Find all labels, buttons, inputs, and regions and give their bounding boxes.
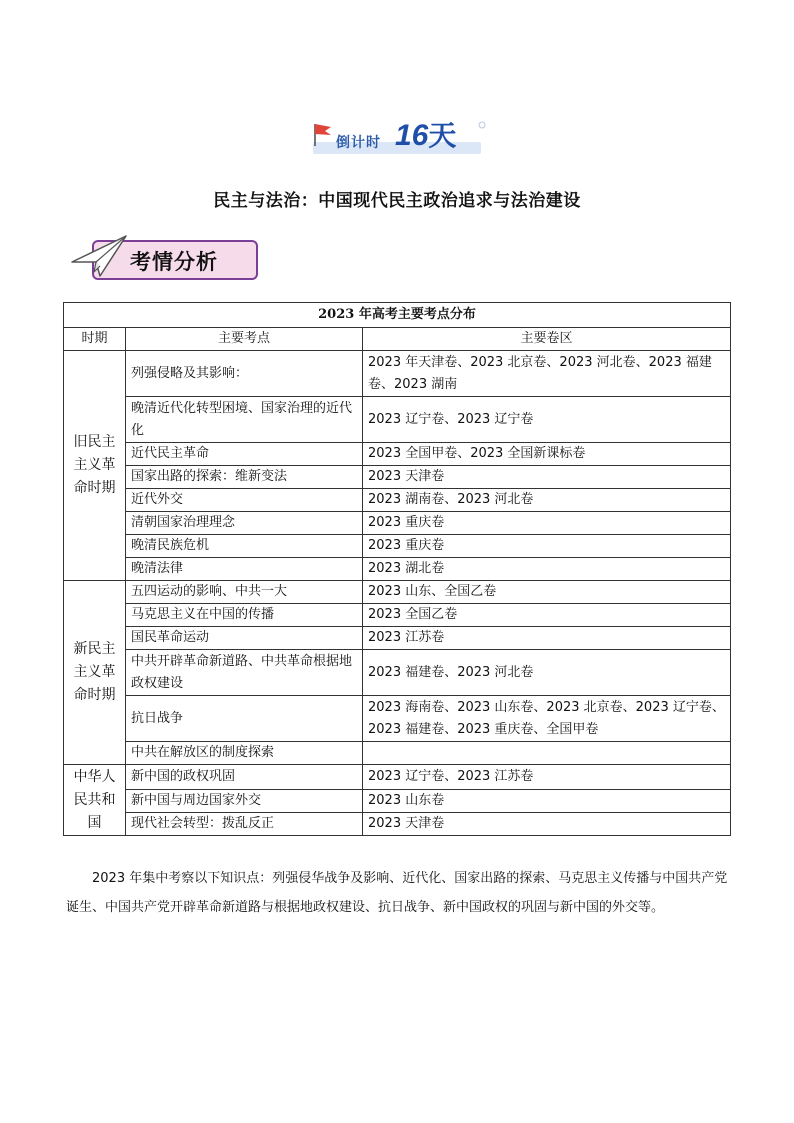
papers-cell: 2023 山东、全国乙卷 xyxy=(363,581,731,604)
countdown-unit: 天 xyxy=(428,119,457,152)
topic-cell: 现代社会转型：拨乱反正 xyxy=(126,813,363,836)
topic-cell: 清朝国家治理理念 xyxy=(126,512,363,535)
topic-cell: 列强侵略及其影响： xyxy=(126,351,363,397)
papers-cell xyxy=(363,742,731,765)
topic-cell: 五四运动的影响、中共一大 xyxy=(126,581,363,604)
topic-cell: 晚清近代化转型困境、国家治理的近代化 xyxy=(126,397,363,443)
papers-cell: 2023 江苏卷 xyxy=(363,627,731,650)
period-line: 主义革 xyxy=(73,664,116,680)
page-title: 民主与法治：中国现代民主政治追求与法治建设 xyxy=(213,191,581,211)
table-row xyxy=(64,489,731,512)
column-header-topic: 主要考点 xyxy=(126,328,363,351)
table-row xyxy=(64,650,731,696)
column-header-papers: 主要卷区 xyxy=(363,328,731,351)
table-header-row xyxy=(64,328,731,351)
papers-cell: 2023 重庆卷 xyxy=(363,512,731,535)
topic-cell: 抗日战争 xyxy=(126,696,363,742)
table-row xyxy=(64,696,731,742)
paper-plane-icon xyxy=(70,232,130,280)
period-line: 主义革 xyxy=(73,457,116,473)
section-label: 考情分析 xyxy=(130,250,218,274)
papers-cell: 2023 湖北卷 xyxy=(363,558,731,581)
period-line: 命时期 xyxy=(73,687,116,703)
period-cell xyxy=(64,581,126,765)
papers-cell: 2023 天津卷 xyxy=(363,466,731,489)
topic-cell: 晚清法律 xyxy=(126,558,363,581)
table-caption: 2023 年高考主要考点分布 xyxy=(64,303,731,328)
summary-paragraph: 2023 年集中考察以下知识点：列强侵华战争及影响、近代化、国家出路的探索、马克思主义传播与中国共产党诞生、中国共产党开辟革命新道路与根据地政权建设、抗日战争、新中国政权的巩固与新中国的外交等。 xyxy=(66,871,728,915)
table-row xyxy=(64,790,731,813)
papers-cell: 2023 辽宁卷、2023 辽宁卷 xyxy=(363,397,731,443)
flag-icon xyxy=(311,120,335,148)
sparkle-icon xyxy=(477,120,487,130)
topic-cell: 马克思主义在中国的传播 xyxy=(126,604,363,627)
papers-cell: 2023 重庆卷 xyxy=(363,535,731,558)
table-row xyxy=(64,351,731,397)
period-line: 中华人 xyxy=(73,768,116,785)
topic-cell: 中共开辟革命新道路、中共革命根据地政权建设 xyxy=(126,650,363,696)
exam-distribution-table xyxy=(63,302,731,836)
table-row xyxy=(64,466,731,489)
table-caption-row xyxy=(64,303,731,328)
table-row xyxy=(64,581,731,604)
topic-cell: 国民革命运动 xyxy=(126,627,363,650)
countdown-number xyxy=(395,118,456,154)
countdown-badge xyxy=(311,118,487,158)
topic-cell: 晚清民族危机 xyxy=(126,535,363,558)
table-row xyxy=(64,742,731,765)
papers-cell: 2023 海南卷、2023 山东卷、2023 北京卷、2023 辽宁卷、2023 福建卷、2023 重庆卷、全国甲卷 xyxy=(363,696,731,742)
table-row xyxy=(64,604,731,627)
topic-cell: 近代民主革命 xyxy=(126,443,363,466)
papers-cell: 2023 辽宁卷、2023 江苏卷 xyxy=(363,765,731,790)
topic-cell: 中共在解放区的制度探索 xyxy=(126,742,363,765)
period-line: 民共和 xyxy=(73,791,116,808)
papers-cell: 2023 福建卷、2023 河北卷 xyxy=(363,650,731,696)
section-header xyxy=(70,232,262,286)
table-row xyxy=(64,535,731,558)
column-header-period: 时期 xyxy=(64,328,126,351)
topic-cell: 国家出路的探索：维新变法 xyxy=(126,466,363,489)
papers-cell: 2023 全国甲卷、2023 全国新课标卷 xyxy=(363,443,731,466)
period-line: 国 xyxy=(87,814,102,831)
period-line: 旧民主 xyxy=(73,434,116,450)
countdown-digits: 16 xyxy=(395,119,429,152)
papers-cell: 2023 年天津卷、2023 北京卷、2023 河北卷、2023 福建卷、2023 湖南 xyxy=(363,351,731,397)
period-cell xyxy=(64,765,126,836)
countdown-label: 倒计时 xyxy=(336,135,381,151)
period-line: 新民主 xyxy=(73,641,116,657)
table-row xyxy=(64,512,731,535)
papers-cell: 2023 湖南卷、2023 河北卷 xyxy=(363,489,731,512)
topic-cell: 新中国的政权巩固 xyxy=(126,765,363,790)
topic-cell: 近代外交 xyxy=(126,489,363,512)
topic-cell: 新中国与周边国家外交 xyxy=(126,790,363,813)
table-row xyxy=(64,397,731,443)
papers-cell: 2023 全国乙卷 xyxy=(363,604,731,627)
table-row xyxy=(64,765,731,790)
period-line: 命时期 xyxy=(73,480,116,496)
table-row xyxy=(64,443,731,466)
papers-cell: 2023 天津卷 xyxy=(363,813,731,836)
table-row xyxy=(64,813,731,836)
papers-cell: 2023 山东卷 xyxy=(363,790,731,813)
table-row xyxy=(64,627,731,650)
period-cell xyxy=(64,351,126,581)
table-row xyxy=(64,558,731,581)
